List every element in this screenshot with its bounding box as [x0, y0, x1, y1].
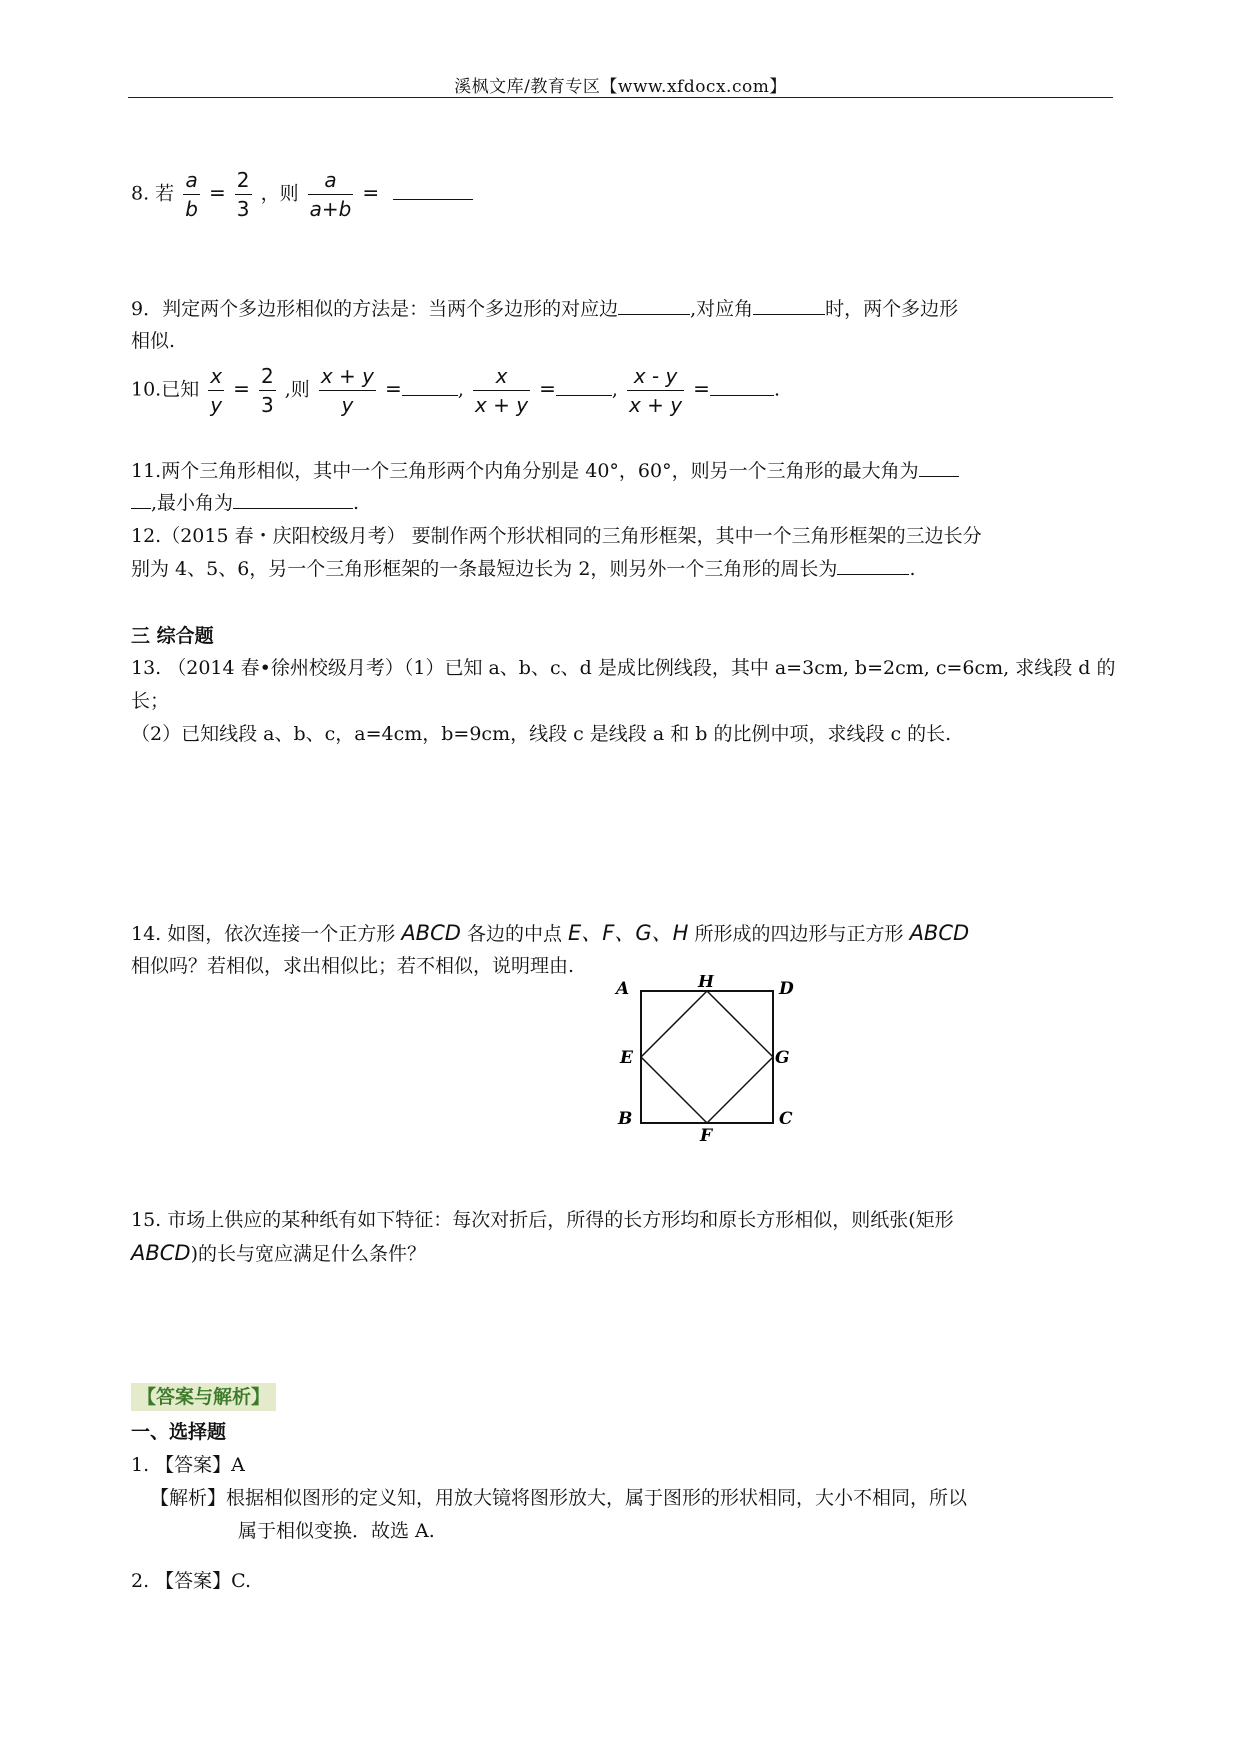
q8-equals: =: [208, 180, 226, 205]
answer-blank: [131, 490, 151, 509]
answer-blank: [753, 296, 825, 315]
vertex-label-e: E: [620, 1048, 633, 1068]
square-abcd: [641, 991, 773, 1123]
math-efgh: E、F、G、H: [568, 921, 689, 945]
q8-prefix: 8. 若: [131, 182, 175, 205]
vertex-label-g: G: [775, 1048, 790, 1068]
answer-blank: [233, 490, 353, 509]
question-14-line-1: 14. 如图，依次连接一个正方形 ABCD 各边的中点 E、F、G、H 所形成的四边形与正方形 ABCD: [131, 921, 970, 945]
vertex-label-b: B: [618, 1109, 633, 1129]
q10-fraction-x-minus-y-over-x-plus-y: $\frac{x - y}{x + y}$: [628, 364, 683, 417]
q10-fraction-x-over-y: $\frac{x}{y}$: [210, 364, 223, 417]
vertex-label-a: A: [616, 979, 630, 999]
vertex-label-f: F: [700, 1126, 713, 1145]
q8-equals-2: =: [362, 180, 380, 205]
question-11-line-1: 11.两个三角形相似，其中一个三角形两个内角分别是 40°，60°，则另一个三角形的最大角为: [131, 458, 959, 484]
question-12-line-2: 别为 4、5、6，另一个三角形框架的一条最短边长为 2，则另外一个三角形的周长为 .: [131, 558, 916, 580]
answer-blank: [919, 458, 959, 477]
inner-square-efgh: [641, 991, 773, 1123]
answer-blank: [710, 377, 774, 396]
answer-1-explanation-line-1: 【解析】根据相似图形的定义知，用放大镜将图形放大，属于图形的形状相同，大小不相同，所以: [150, 1487, 968, 1509]
q8-fraction-2-over-3: $\frac{2}{3}$: [236, 168, 250, 221]
answer-blank: [618, 296, 690, 315]
question-15-line-1: 15. 市场上供应的某种纸有如下特征：每次对折后，所得的长方形均和原长方形相似，则纸张(矩形: [131, 1209, 954, 1231]
section-3-title: 三 综合题: [131, 625, 214, 647]
math-abcd: ABCD: [401, 921, 461, 945]
answer-2: 2. 【答案】C.: [131, 1570, 252, 1592]
q8-fraction-a-over-b: $\frac{a}{b}$: [185, 168, 198, 221]
math-abcd: ABCD: [131, 1241, 191, 1265]
question-15-line-2: ABCD)的长与宽应满足什么条件？: [131, 1241, 427, 1265]
answer-blank: [402, 377, 458, 396]
question-13-line-3: （2）已知线段 a、b、c，a=4cm，b=9cm，线段 c 是线段 a 和 b 的比例中项，求线段 c 的长.: [131, 723, 952, 745]
math-abcd: ABCD: [909, 921, 970, 945]
answers-banner: 【答案与解析】: [131, 1383, 276, 1411]
question-12-line-1: 12.（2015 春・庆阳校级月考） 要制作两个形状相同的三角形框架，其中一个三角形框架的三边长分: [131, 525, 982, 547]
question-10: 10.已知 $\frac{x}{y}$ = $\frac{2}{3}$ ,则 $\frac{x + y}{y}$ = , $\frac{x}{x + y}$ = , $\frac{x - y}{x + y}$ = .: [131, 364, 780, 417]
q10-fraction-2-over-3: $\frac{2}{3}$: [260, 364, 274, 417]
q8-then: ，则: [260, 182, 299, 205]
answer-1-explanation-line-2: 属于相似变换．故选 A.: [238, 1520, 435, 1542]
question-8: [131, 166, 473, 223]
question-14-line-2: 相似吗？若相似，求出相似比；若不相似，说明理由.: [131, 955, 575, 977]
question-9-line-2: 相似.: [131, 330, 176, 352]
q8-fraction-a-over-a-plus-b: $\frac{a}{a+b}$: [309, 168, 352, 221]
answer-1: 1. 【答案】A: [131, 1454, 245, 1476]
answer-blank: [556, 377, 612, 396]
question-9-line-1: 9．判定两个多边形相似的方法是：当两个多边形的对应边 ,对应角 时，两个多边形: [131, 298, 959, 320]
question-13-line-2: 长；: [131, 690, 170, 712]
answer-blank: [393, 181, 473, 200]
page-header: 溪枫文库/教育专区【www.xfdocx.com】: [454, 77, 787, 97]
vertex-label-d: D: [779, 979, 794, 999]
vertex-label-h: H: [698, 975, 715, 992]
square-midpoint-figure: [610, 975, 800, 1145]
answer-blank: [837, 556, 909, 575]
vertex-label-c: C: [779, 1109, 793, 1129]
q10-fraction-x-plus-y-over-y: $\frac{x + y}{y}$: [320, 364, 374, 417]
question-11-line-2: ,最小角为 .: [131, 490, 359, 516]
question-13-line-1: 13. （2014 春•徐州校级月考）（1）已知 a、b、c、d 是成比例线段，其中 a=3cm, b=2cm, c=6cm, 求线段 d 的: [131, 657, 1116, 679]
q10-fraction-x-over-x-plus-y: $\frac{x}{x + y}$: [474, 364, 529, 417]
answers-section-1-title: 一、选择题: [131, 1421, 227, 1443]
q10-prefix: 10.已知: [131, 378, 200, 401]
header-rule: [128, 97, 1113, 98]
